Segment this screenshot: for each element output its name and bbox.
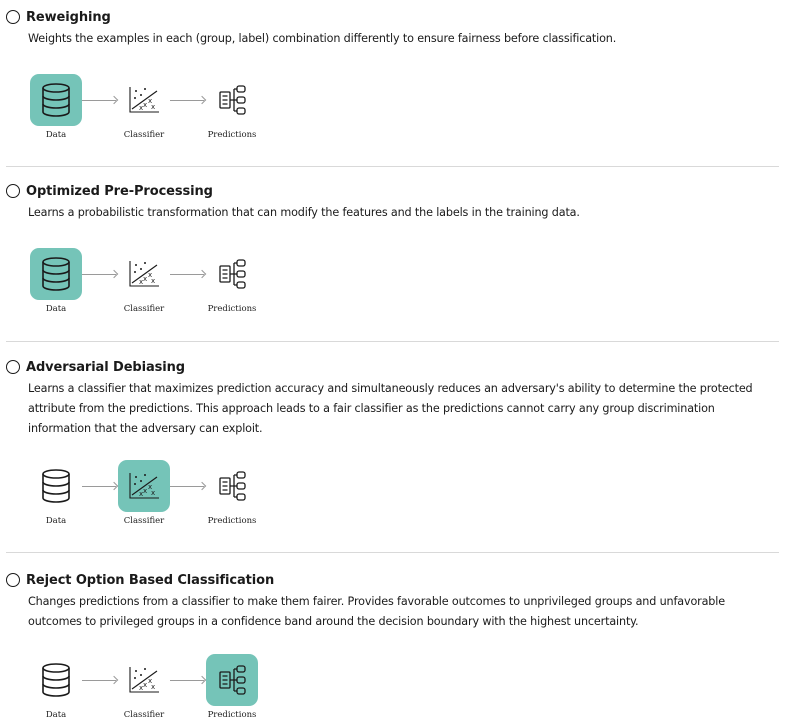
hierarchy-list-icon [217,84,247,116]
stage-label-data: Data [45,516,67,526]
svg-text:x: x [143,487,148,495]
option-radio-optimized-preprocessing[interactable] [6,181,213,201]
stage-tile-active [30,248,82,300]
arrow-icon [82,100,116,101]
radio-button[interactable] [6,573,20,587]
stage-label-data: Data [45,304,67,314]
stage-label-classifier: Classifier [123,516,165,526]
svg-text:x: x [143,681,148,689]
arrow-icon [170,486,204,487]
option-description: Changes predictions from a classifier to make them fairer. Provides favorable outcomes to unprivileged groups and unfavorable outcomes to privileged groups in a confidence band around the decision boundary with the highest uncertainty. [28,595,725,628]
divider [6,166,779,167]
arrow-icon [82,274,116,275]
svg-text:x: x [148,97,153,105]
hierarchy-list-icon [217,664,247,696]
database-icon [39,662,73,698]
hierarchy-list-icon [217,258,247,290]
svg-text:x: x [151,103,156,111]
stage-classifier [116,248,172,318]
stage-label-data: Data [45,130,67,140]
stage-label-data: Data [45,710,67,720]
stage-tile-active [30,74,82,126]
stage-tile [30,460,82,512]
arrow-icon [82,486,116,487]
svg-text:x: x [151,489,156,497]
stage-data [28,74,84,144]
option-description: Learns a probabilistic transformation that can modify the features and the labels in the training data. [28,206,580,219]
stage-tile-active [118,460,170,512]
svg-text:x: x [139,104,144,112]
stage-tile [206,74,258,126]
svg-text:x: x [151,277,156,285]
stage-classifier [116,460,172,530]
svg-text:x: x [148,483,153,491]
stage-classifier [116,74,172,144]
stage-label-classifier: Classifier [123,130,165,140]
pipeline-diagram [24,460,284,530]
arrow-icon [170,274,204,275]
option-radio-reweighing[interactable] [6,7,111,27]
pipeline-diagram [24,654,284,724]
svg-text:x: x [148,271,153,279]
stage-data [28,460,84,530]
database-icon [39,256,73,292]
svg-text:x: x [139,490,144,498]
scatter-plot-icon [127,665,161,695]
arrow-icon [170,100,204,101]
hierarchy-list-icon [217,470,247,502]
radio-button[interactable] [6,360,20,374]
stage-tile [118,654,170,706]
pipeline-diagram [24,74,284,144]
option-title: Adversarial Debiasing [26,359,185,375]
radio-button[interactable] [6,10,20,24]
option-radio-adversarial-debiasing[interactable] [6,357,185,377]
option-title: Reweighing [26,9,111,25]
divider [6,552,779,553]
pipeline-diagram [24,248,284,318]
arrow-icon [170,680,204,681]
stage-tile [206,460,258,512]
divider [6,341,779,342]
stage-predictions [204,460,260,530]
stage-tile [118,248,170,300]
stage-label-predictions: Predictions [207,516,257,526]
scatter-plot-icon [127,471,161,501]
svg-text:x: x [143,275,148,283]
stage-tile [118,74,170,126]
stage-tile [206,248,258,300]
stage-tile [30,654,82,706]
stage-predictions [204,654,260,724]
svg-text:x: x [148,677,153,685]
stage-tile-active [206,654,258,706]
stage-label-predictions: Predictions [207,130,257,140]
svg-text:x: x [151,683,156,691]
stage-label-predictions: Predictions [207,304,257,314]
option-description: Weights the examples in each (group, label) combination differently to ensure fairness before classification. [28,32,617,45]
stage-data [28,654,84,724]
scatter-plot-icon [127,259,161,289]
option-title: Optimized Pre-Processing [26,183,213,199]
svg-text:x: x [139,684,144,692]
option-title: Reject Option Based Classification [26,572,275,588]
stage-predictions [204,248,260,318]
database-icon [39,82,73,118]
radio-button[interactable] [6,184,20,198]
option-radio-reject-option-classification[interactable] [6,570,274,590]
database-icon [39,468,73,504]
option-description: Learns a classifier that maximizes prediction accuracy and simultaneously reduces an adversary's ability to determine the protected attribute from the predictions. This approach leads to a fair classifier as the predictions cannot carry any group discrimination information that the adversary can exploit. [28,382,753,435]
stage-label-predictions: Predictions [207,710,257,720]
scatter-plot-icon [127,85,161,115]
stage-predictions [204,74,260,144]
stage-label-classifier: Classifier [123,304,165,314]
stage-classifier [116,654,172,724]
stage-label-classifier: Classifier [123,710,165,720]
svg-text:x: x [139,278,144,286]
stage-data [28,248,84,318]
svg-text:x: x [143,101,148,109]
arrow-icon [82,680,116,681]
